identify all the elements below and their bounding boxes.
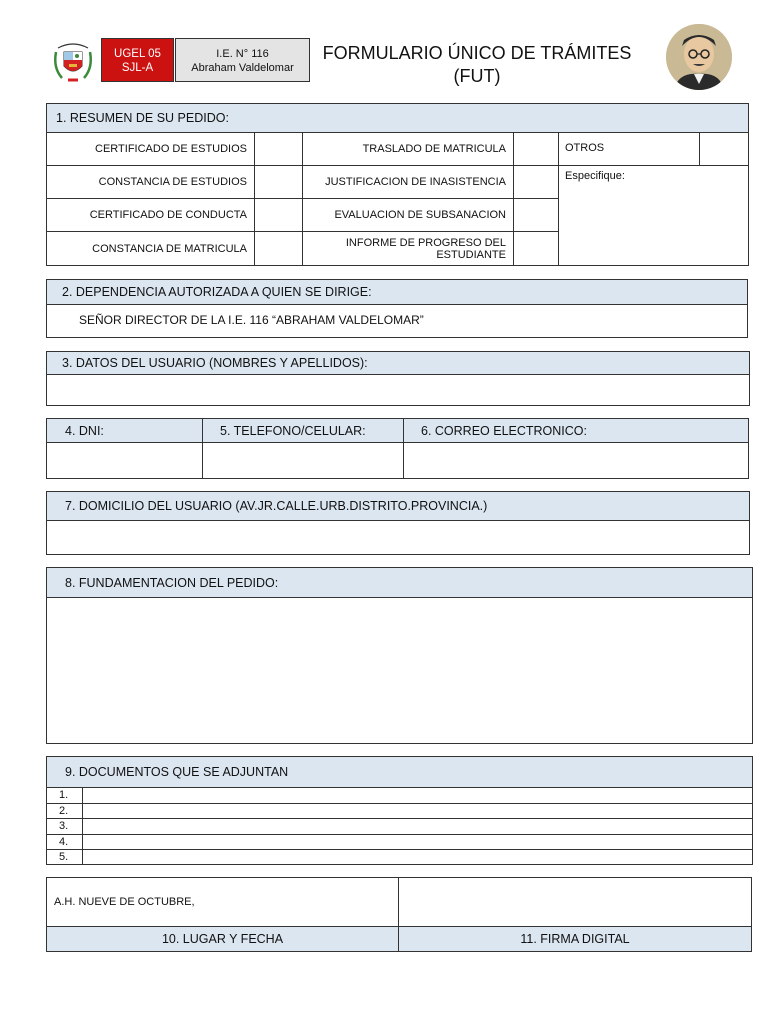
- nombres-input[interactable]: [47, 375, 749, 405]
- option-informe-progreso: [303, 232, 514, 265]
- document-number: 4.: [59, 836, 69, 848]
- option-label: EVALUACION DE SUBSANACION: [334, 209, 506, 221]
- contact-table: [46, 418, 749, 479]
- checkbox-evaluacion-subsanacion[interactable]: [514, 199, 559, 232]
- option-otros: [559, 133, 700, 166]
- place-text: A.H. NUEVE DE OCTUBRE,: [54, 896, 195, 908]
- correo-label: 6. CORREO ELECTRONICO:: [421, 424, 587, 438]
- section1-header: [47, 104, 748, 133]
- document-number: 1.: [59, 789, 69, 801]
- section2-header: [47, 280, 747, 305]
- peru-coat-of-arms: [50, 38, 96, 84]
- dni-input[interactable]: [47, 443, 202, 478]
- option-constancia-estudios: [47, 166, 255, 199]
- lugar-fecha-text: 10. LUGAR Y FECHA: [161, 932, 284, 946]
- ie-line2: Abraham Valdelomar: [191, 62, 294, 74]
- telefono-label: 5. TELEFONO/CELULAR:: [220, 424, 366, 438]
- correo-input[interactable]: [404, 443, 748, 478]
- section9-header: [47, 757, 752, 788]
- option-certificado-conducta: [47, 199, 255, 232]
- option-label: CONSTANCIA DE ESTUDIOS: [98, 176, 247, 188]
- document-row[interactable]: [47, 788, 752, 804]
- option-certificado-estudios: [47, 133, 255, 166]
- document-row[interactable]: [47, 850, 752, 864]
- option-label: TRASLADO DE MATRICULA: [362, 143, 506, 155]
- checkbox-justificacion-inasistencia[interactable]: [514, 166, 559, 199]
- lugar-fecha-label: [47, 927, 399, 951]
- otros-label: OTROS: [565, 142, 605, 154]
- option-label: CONSTANCIA DE MATRICULA: [92, 242, 247, 255]
- section7-box: [46, 491, 750, 555]
- footer-table: [46, 877, 752, 952]
- form-title-line2: (FUT): [453, 66, 501, 86]
- especifique-field[interactable]: [559, 166, 748, 265]
- section8-box: [46, 567, 753, 744]
- ugel-line2: SJL-A: [121, 62, 154, 74]
- checkbox-otros[interactable]: [700, 133, 748, 166]
- checkbox-informe-progreso[interactable]: [514, 232, 559, 265]
- section8-title: 8. FUNDAMENTACION DEL PEDIDO:: [65, 575, 279, 590]
- option-traslado-matricula: [303, 133, 514, 166]
- document-number: 5.: [59, 851, 69, 863]
- checkbox-constancia-estudios[interactable]: [255, 166, 303, 199]
- section2-box: [46, 279, 748, 338]
- section3-box: [46, 351, 750, 406]
- checkbox-traslado-matricula[interactable]: [514, 133, 559, 166]
- option-label: CERTIFICADO DE CONDUCTA: [89, 209, 247, 221]
- ugel-badge: [101, 38, 174, 82]
- section8-header: [47, 568, 752, 598]
- option-label: JUSTIFICACION DE INASISTENCIA: [325, 176, 506, 188]
- dni-label: 4. DNI:: [65, 424, 104, 438]
- dependencia-value: SEÑOR DIRECTOR DE LA I.E. 116 “ABRAHAM VALDELOMAR”: [79, 313, 424, 327]
- section1-title: 1. RESUMEN DE SU PEDIDO:: [56, 111, 229, 125]
- lugar-fecha-field[interactable]: [47, 878, 399, 927]
- form-title-line1: FORMULARIO ÚNICO DE TRÁMITES: [322, 43, 632, 63]
- section3-title: 3. DATOS DEL USUARIO (NOMBRES Y APELLIDOS):: [62, 356, 368, 370]
- firma-text: 11. FIRMA DIGITAL: [520, 932, 630, 946]
- document-number: 3.: [59, 820, 69, 832]
- firma-label: [399, 927, 751, 951]
- fundamentacion-input[interactable]: [47, 598, 752, 743]
- checkbox-certificado-conducta[interactable]: [255, 199, 303, 232]
- ie-line1: I.E. N° 116: [216, 48, 269, 60]
- document-row[interactable]: [47, 804, 752, 819]
- section2-title: 2. DEPENDENCIA AUTORIZADA A QUIEN SE DIRIGE:: [62, 285, 372, 299]
- section3-header: [47, 352, 749, 375]
- checkbox-certificado-estudios[interactable]: [255, 133, 303, 166]
- document-number: 2.: [59, 805, 69, 817]
- section1-table: [46, 103, 749, 266]
- ugel-line1: UGEL 05: [114, 48, 161, 60]
- document-row[interactable]: [47, 819, 752, 835]
- option-label: CERTIFICADO DE ESTUDIOS: [95, 143, 247, 155]
- especifique-label: Especifique:: [565, 170, 625, 182]
- option-constancia-matricula: [47, 232, 255, 265]
- section9-box: [46, 756, 753, 865]
- domicilio-input[interactable]: [47, 521, 749, 554]
- ie-badge: [175, 38, 310, 82]
- document-row[interactable]: [47, 835, 752, 850]
- form-title: [312, 42, 642, 88]
- contact-header: [47, 419, 748, 443]
- section9-title: 9. DOCUMENTOS QUE SE ADJUNTAN: [65, 765, 289, 779]
- checkbox-constancia-matricula[interactable]: [255, 232, 303, 265]
- section7-title: 7. DOMICILIO DEL USUARIO (AV.JR.CALLE.URB.DISTRITO.PROVINCIA.): [65, 499, 488, 513]
- firma-field[interactable]: [399, 878, 751, 927]
- option-justificacion-inasistencia: [303, 166, 514, 199]
- telefono-input[interactable]: [203, 443, 403, 478]
- section7-header: [47, 492, 749, 521]
- option-label: INFORME DE PROGRESO DEL ESTUDIANTE: [345, 236, 506, 261]
- portrait: [666, 24, 732, 90]
- option-evaluacion-subsanacion: [303, 199, 514, 232]
